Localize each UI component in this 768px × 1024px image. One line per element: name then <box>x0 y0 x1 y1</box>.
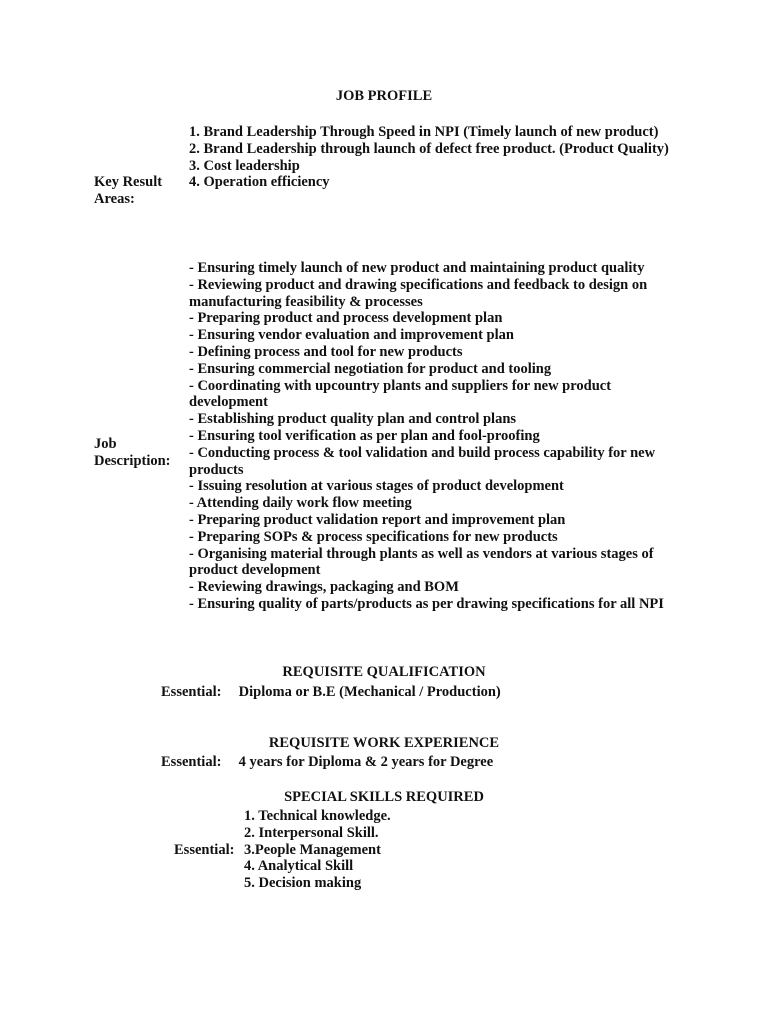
jd-item: - Preparing product validation report and improvement plan <box>189 511 566 528</box>
page-title: JOB PROFILE <box>335 88 433 104</box>
skill-item: 4. Analytical Skill <box>244 858 354 875</box>
kra-item: 3. Cost leadership <box>189 157 300 174</box>
kra-item: 4. Operation efficiency <box>189 174 330 191</box>
jd-item: - Establishing product quality plan and control plans <box>189 411 517 428</box>
jd-item: - Reviewing drawings, packaging and BOM <box>189 579 459 596</box>
jd-item: - Attending daily work flow meeting <box>189 495 412 512</box>
jd-item: - Ensuring tool verification as per plan and fool-proofing <box>189 427 540 444</box>
kra-item: 1. Brand Leadership Through Speed in NPI (Timely launch of new product) <box>189 124 659 140</box>
kra-item: 2. Brand Leadership through launch of defect free product. (Product Quality) <box>189 140 669 157</box>
jd-item: - Ensuring quality of parts/products as per drawing specifications for all NPI <box>189 595 664 612</box>
jd-item: - Ensuring vendor evaluation and improvement plan <box>189 327 514 344</box>
jd-item: - Coordinating with upcountry plants and suppliers for new product development <box>189 377 612 411</box>
skill-item: 5. Decision making <box>244 875 362 892</box>
kra-label <box>94 174 162 208</box>
jd-item: - Ensuring timely launch of new product and maintaining product quality <box>189 260 645 276</box>
skills-heading: SPECIAL SKILLS REQUIRED <box>284 789 484 805</box>
skill-item: 2. Interpersonal Skill. <box>244 824 379 841</box>
skill-item: 3.People Management <box>244 841 381 858</box>
jd-item: - Issuing resolution at various stages of product development <box>189 478 564 495</box>
experience-essential-label: Essential: <box>161 754 222 770</box>
jd-item: - Organising material through plants as well as vendors at various stages of product development <box>189 545 654 579</box>
qualification-row <box>161 684 501 701</box>
kra-list <box>189 124 679 191</box>
job-description-label <box>94 436 171 470</box>
jd-item: - Reviewing product and drawing specifications and feedback to design on manufacturing feasibility & processes <box>189 276 648 310</box>
job-description-label-line1: Job <box>94 436 117 452</box>
jd-item: - Preparing SOPs & process specifications for new products <box>189 528 558 545</box>
experience-value: 4 years for Diploma & 2 years for Degree <box>238 754 494 770</box>
job-description-list <box>189 260 679 613</box>
job-description-label-line2: Description: <box>94 452 171 469</box>
jd-item: - Ensuring commercial negotiation for product and tooling <box>189 360 552 377</box>
qualification-essential-label: Essential: <box>161 684 222 700</box>
kra-label-line2: Areas: <box>94 190 135 207</box>
jd-item: - Conducting process & tool validation and build process capability for new products <box>189 444 656 478</box>
skills-list <box>244 808 391 892</box>
skills-essential-label: Essential: <box>174 842 235 858</box>
skill-item: 1. Technical knowledge. <box>244 808 391 824</box>
kra-label-line1: Key Result <box>94 174 163 190</box>
jd-item: - Preparing product and process development plan <box>189 310 503 327</box>
qualification-value: Diploma or B.E (Mechanical / Production) <box>238 684 501 700</box>
experience-row <box>161 754 493 771</box>
experience-heading: REQUISITE WORK EXPERIENCE <box>268 735 500 751</box>
jd-item: - Defining process and tool for new products <box>189 343 463 360</box>
qualification-heading: REQUISITE QUALIFICATION <box>282 664 486 680</box>
